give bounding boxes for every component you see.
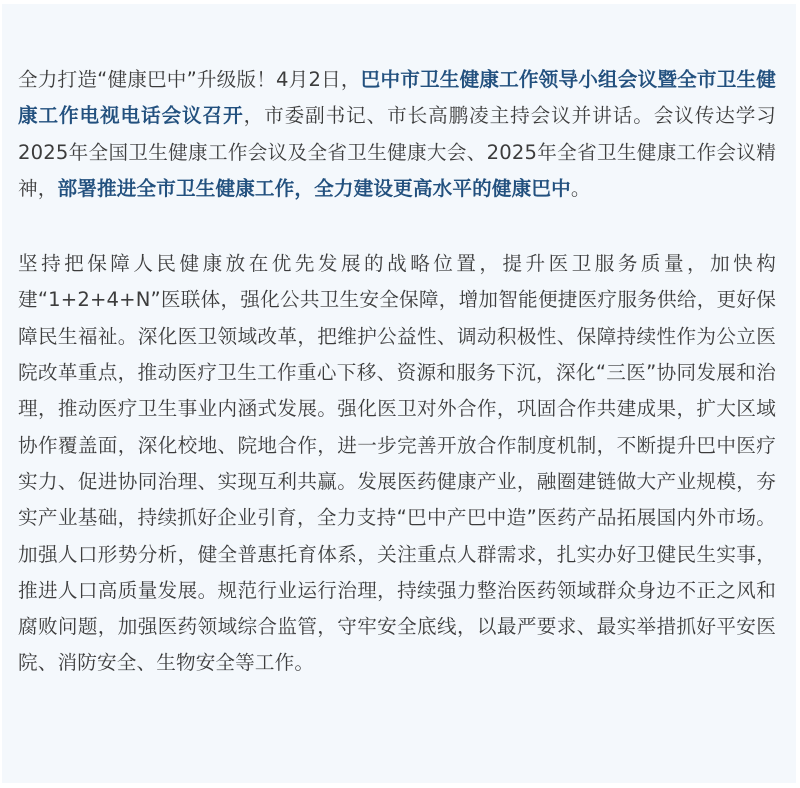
goal-highlight: 部署推进全市卫生健康工作，全力建设更高水平的健康巴中 (57, 176, 571, 200)
article-panel (2, 4, 796, 783)
paragraph-spacer (18, 207, 776, 246)
intro-paragraph (18, 62, 776, 207)
intro-middle-text: ，市委副书记、市长高鹏凌主持会议并讲话。会议传达学习2025年全国卫生健康工作会议及全省卫生健康大会、2025年全省卫生健康工作会议精神， (18, 104, 776, 200)
body-paragraph: 坚持把保障人民健康放在优先发展的战略位置，提升医卫服务质量，加快构建“1+2+4+N”医联体，强化公共卫生安全保障，增加智能便捷医疗服务供给，更好保障民生福祉。深化医卫领域改革，把维护公益性、调动积极性、保障持续性作为公立医院改革重点，推动医疗卫生工作重心下移、资源和服务下沉，深化“三医”协同发展和治理，推动医疗卫生事业内涵式发展。强化医卫对外合作，巩固合作共建成果，扩大区域协作覆盖面，深化校地、院地合作，进一步完善开放合作制度机制，不断提升巴中医疗实力、促进协同治理、实现互利共赢。发展医药健康产业，融圈建链做大产业规模，夯实产业基础，持续抓好企业引育，全力支持“巴中产巴中造”医药产品拓展国内外市场。加强人口形势分析，健全普惠托育体系，关注重点人群需求，扎实办好卫健民生实事，推进人口高质量发展。规范行业运行治理，持续强力整治医药领域群众身边不正之风和腐败问题，加强医药领域综合监管，守牢安全底线，以最严要求、最实举措抓好平安医院、消防安全、生物安全等工作。 (18, 252, 776, 675)
meeting-title-highlight: 巴中市卫生健康工作领导小组会议暨全市卫生健康工作电视电话会议召开 (18, 68, 776, 128)
intro-lead-text: 全力打造“健康巴中”升级版！4月2日， (18, 68, 361, 91)
intro-end-text: 。 (570, 176, 591, 200)
